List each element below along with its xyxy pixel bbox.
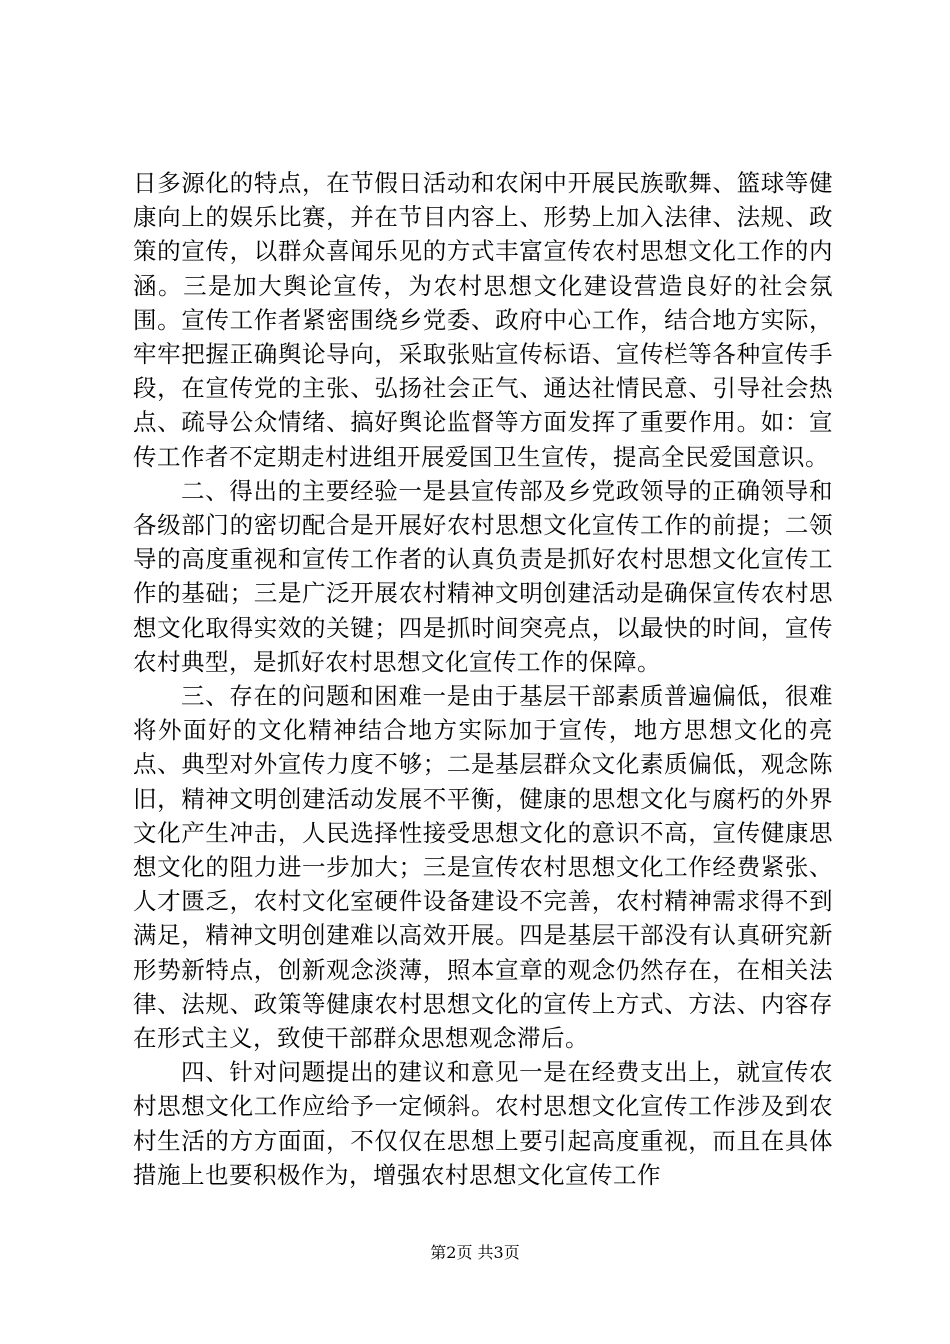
page-footer: 第2页 共3页	[430, 1243, 520, 1262]
paragraph-problems-difficulties: 三、存在的问题和困难一是由于基层干部素质普遍偏低，很难将外面好的文化精神结合地方实际加于宣传，地方思想文化的亮点、典型对外宣传力度不够；二是基层群众文化素质偏低，观念陈旧，精神文明创建活动发展不平衡，健康的思想文化与腐朽的外界文化产生冲击，人民选择性接受思想文化的意识不高，宣传健康思想文化的阻力进一步加大；三是宣传农村思想文化工作经费紧张、人才匮乏，农村文化室硬件设备建设不完善，农村精神需求得不到满足，精神文明创建难以高效开展。四是基层干部没有认真研究新形势新特点，创新观念淡薄，照本宣章的观念仍然存在，在相关法律、法规、政策等健康农村思想文化的宣传上方式、方法、内容存在形式主义，致使干部群众思想观念滞后。	[133, 682, 833, 1053]
paragraph-main-experience: 二、得出的主要经验一是县宣传部及乡党政领导的正确领导和各级部门的密切配合是开展好农村思想文化宣传工作的前提；二领导的高度重视和宣传工作者的认真负责是抓好农村思想文化宣传工作的基础；三是广泛开展农村精神文明创建活动是确保宣传农村思想文化取得实效的关键；四是抓时间突亮点，以最快的时间，宣传农村典型，是抓好农村思想文化宣传工作的保障。	[133, 476, 833, 676]
paragraph-suggestions: 四、针对问题提出的建议和意见一是在经费支出上，就宣传农村思想文化工作应给予一定倾斜。农村思想文化宣传工作涉及到农村生活的方方面面，不仅仅在思想上要引起高度重视，而且在具体措施上也要积极作为，增强农村思想文化宣传工作	[133, 1058, 833, 1189]
paragraph-continuation: 日多源化的特点，在节假日活动和农闲中开展民族歌舞、篮球等健康向上的娱乐比赛，并在节目内容上、形势上加入法律、法规、政策的宣传，以群众喜闻乐见的方式丰富宣传农村思想文化工作的内涵。三是加大舆论宣传，为农村思想文化建设营造良好的社会氛围。宣传工作者紧密围绕乡党委、政府中心工作，结合地方实际，牢牢把握正确舆论导向，采取张贴宣传标语、宣传栏等各种宣传手段，在宣传党的主张、弘扬社会正气、通达社情民意、引导社会热点、疏导公众情绪、搞好舆论监督等方面发挥了重要作用。如：宣传工作者不定期走村进组开展爱国卫生宣传，提高全民爱国意识。	[133, 169, 833, 471]
document-body	[133, 166, 833, 1192]
